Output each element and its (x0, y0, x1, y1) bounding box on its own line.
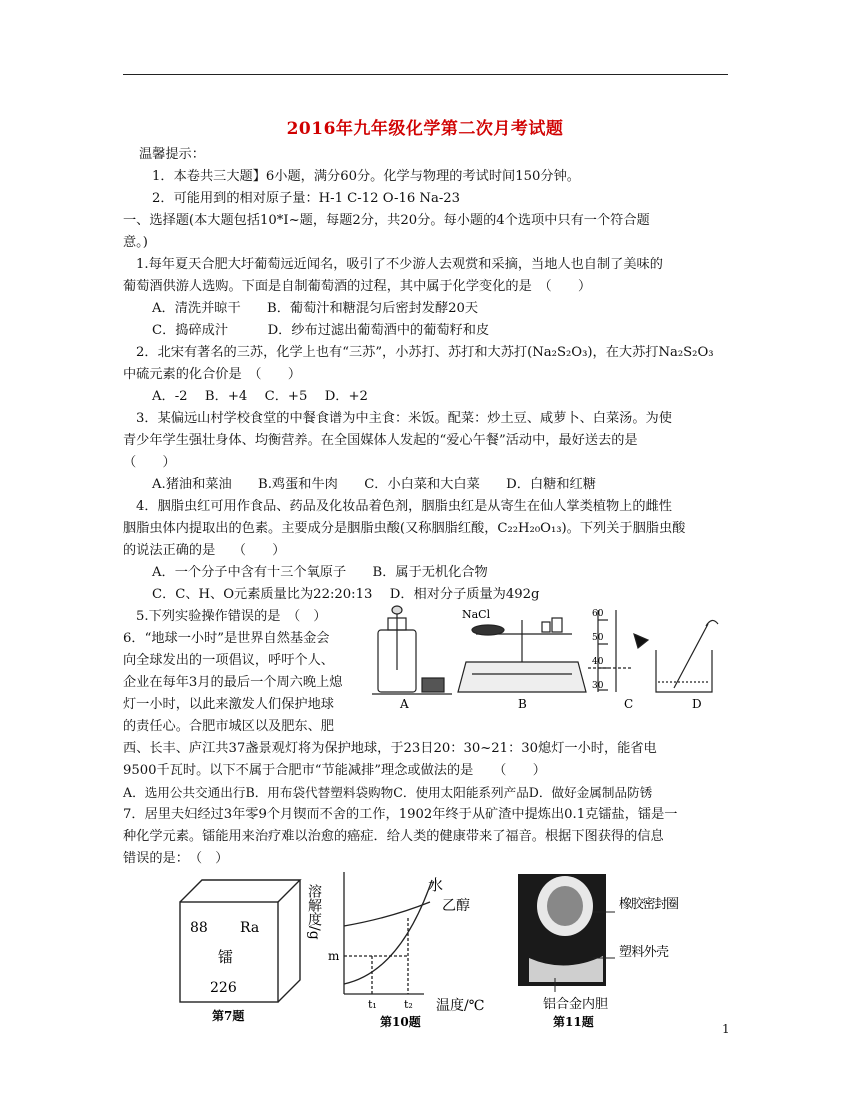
element-number: 88 (190, 920, 208, 936)
q2-stem: 2．北宋有著名的三苏，化学上也有“三苏”，小苏打、苏打和大苏打(Na₂S₂O₃)，在大苏打Na₂S₂O₃ (136, 345, 714, 360)
q1-stem-cont: 葡萄酒供游人选购。下面是自制葡萄酒的过程，其中属于化学变化的是 （ ） (123, 279, 592, 294)
q6-line-1: 6．“地球一小时”是世界自然基金会 (123, 631, 330, 646)
scale-60: 60 (592, 609, 604, 619)
q4-stem: 4．胭脂虫红可用作食品、药品及化妆品着色剂，胭脂虫红是从寄生在仙人掌类植物上的雌性 (136, 499, 672, 514)
apparatus-a-dropper-bottle (372, 606, 452, 694)
apparatus-b-balance (458, 618, 586, 692)
q7-stem-cont: 种化学元素。镭能用来治疗难以治愈的癌症．给人类的健康带来了福音。根据下图获得的信息 (123, 829, 664, 844)
label-nacl: NaCl (462, 608, 491, 621)
label-a: A (400, 697, 409, 711)
scale-50: 50 (592, 633, 604, 643)
q1-stem: 1.每年夏天合肥大圩葡萄远近闻名，吸引了不少游人去观赏和采摘，当地人也自制了美味的 (136, 257, 663, 272)
q6-line-4: 灯一小时，以此来激发人们保护地球 (123, 697, 334, 712)
fig10-xlabel: 温度/℃ (436, 998, 485, 1014)
q5-apparatus-figure (372, 604, 724, 712)
tip-2: 2．可能用到的相对原子量：H-1 C-12 O-16 Na-23 (152, 191, 461, 206)
label-m: m (328, 949, 340, 963)
label-water: 水 (428, 876, 444, 894)
q5-stem: 5.下列实验操作错误的是 （ ） (136, 609, 327, 624)
scale-30: 30 (592, 681, 604, 691)
fig11-caption: 第11题 (553, 1015, 594, 1029)
q4-stem-end: 的说法正确的是 （ ） (123, 543, 286, 558)
section-1-intro-cont: 意。) (123, 235, 148, 250)
fig10-ylabel: 溶解度/g (306, 884, 322, 940)
q2-stem-cont: 中硫元素的化合价是 （ ） (123, 367, 302, 382)
curve-water (344, 880, 432, 984)
fig10-caption: 第10题 (380, 1015, 421, 1029)
q4-stem-cont: 胭脂虫体内提取出的色素。主要成分是胭脂虫酸(又称胭脂红酸，C₂₂H₂₀O₁₃)。下列关于胭脂虫酸 (123, 521, 686, 536)
q2-options: A．-2 B．+4 C．+5 D．+2 (152, 389, 368, 404)
q6-line-7: 9500千瓦时。以下不属于合肥市“节能减排”理念或做法的是 （ ） (123, 763, 546, 778)
q3-stem: 3．某偏远山村学校食堂的中餐食谱为中主食：米饭。配菜：炒土豆、咸萝卜、白菜汤。为使 (136, 411, 672, 426)
q4-options-ab: A．一个分子中含有十三个氧原子 B．属于无机化合物 (152, 565, 488, 580)
label-b: B (518, 697, 527, 711)
q4-options-cd: C．C、H、O元素质量比为22:20:13 D．相对分子质量为492g (152, 587, 540, 602)
q6-line-5: 的责任心。合肥市城区以及肥东、肥 (123, 719, 334, 734)
q6-options: A．选用公共交通出行B．用布袋代替塑料袋购物C．使用太阳能系列产品D．做好金属制品防锈 (123, 785, 653, 800)
q3-stem-cont: 青少年学生强壮身体、均衡营养。在全国媒体人发起的“爱心午餐”活动中，最好送去的是 (123, 433, 638, 448)
apparatus-d-beaker (656, 620, 718, 692)
q6-line-3: 企业在每年3月的最后一个周六晚上熄 (123, 675, 343, 690)
label-c: C (624, 697, 634, 711)
label-alloy-liner: 铝合金内胆 (543, 997, 609, 1012)
q7-stem-end: 错误的是： （ ） (123, 851, 229, 866)
tips-heading: 温馨提示： (139, 147, 205, 162)
q1-options-ab: A．清洗并晾干 B．葡萄汁和糖混匀后密封发酵20天 (152, 301, 479, 316)
header-rule (123, 74, 728, 75)
element-name: 镭 (218, 948, 234, 966)
element-symbol: Ra (240, 920, 260, 936)
label-rubber-seal: 橡胶密封圈 (619, 897, 679, 912)
fig7-caption: 第7题 (212, 1009, 245, 1023)
fig11-thermos-figure (515, 870, 700, 1028)
apparatus-c-graduated-cylinder (588, 610, 648, 692)
label-ethanol: 乙醇 (442, 898, 470, 914)
label-t1: t₁ (368, 998, 377, 1011)
fig7-element-box (176, 876, 306, 1026)
element-mass: 226 (210, 980, 237, 996)
label-t2: t₂ (404, 998, 413, 1011)
q7-stem: 7．居里夫妇经过3年零9个月锲而不舍的工作，1902年终于从矿渣中提炼出0.1克镭盐，镭是一 (123, 807, 678, 822)
page-number: 1 (722, 1022, 730, 1036)
tip-1: 1．本卷共三大题】6小题，满分60分。化学与物理的考试时间150分钟。 (152, 169, 580, 184)
q3-options: A.猪油和菜油 B.鸡蛋和牛肉 C．小白菜和大白菜 D．白糖和红糖 (152, 477, 596, 492)
label-d: D (692, 697, 702, 711)
label-plastic-shell: 塑料外壳 (619, 945, 669, 960)
scale-40: 40 (592, 657, 604, 667)
section-1-intro: 一、选择题(本大题包括10*I~题，每题2分，共20分。每小题的4个选项中只有一个符合题 (123, 213, 650, 228)
q6-line-6: 西、长丰、庐江共37盏景观灯将为保护地球，于23日20：30~21：30熄灯一小时，能省电 (123, 741, 657, 756)
q1-options-cd: C．捣碎成汁 D．纱布过滤出葡萄酒中的葡萄籽和皮 (152, 323, 490, 338)
page-title: 2016年九年级化学第二次月考试题 (286, 119, 564, 139)
q3-bracket: （ ） (123, 455, 176, 470)
q6-line-2: 向全球发出的一项倡议，呼吁个人、 (123, 653, 334, 668)
fig10-solubility-graph (306, 868, 500, 1029)
curve-ethanol (344, 902, 430, 926)
